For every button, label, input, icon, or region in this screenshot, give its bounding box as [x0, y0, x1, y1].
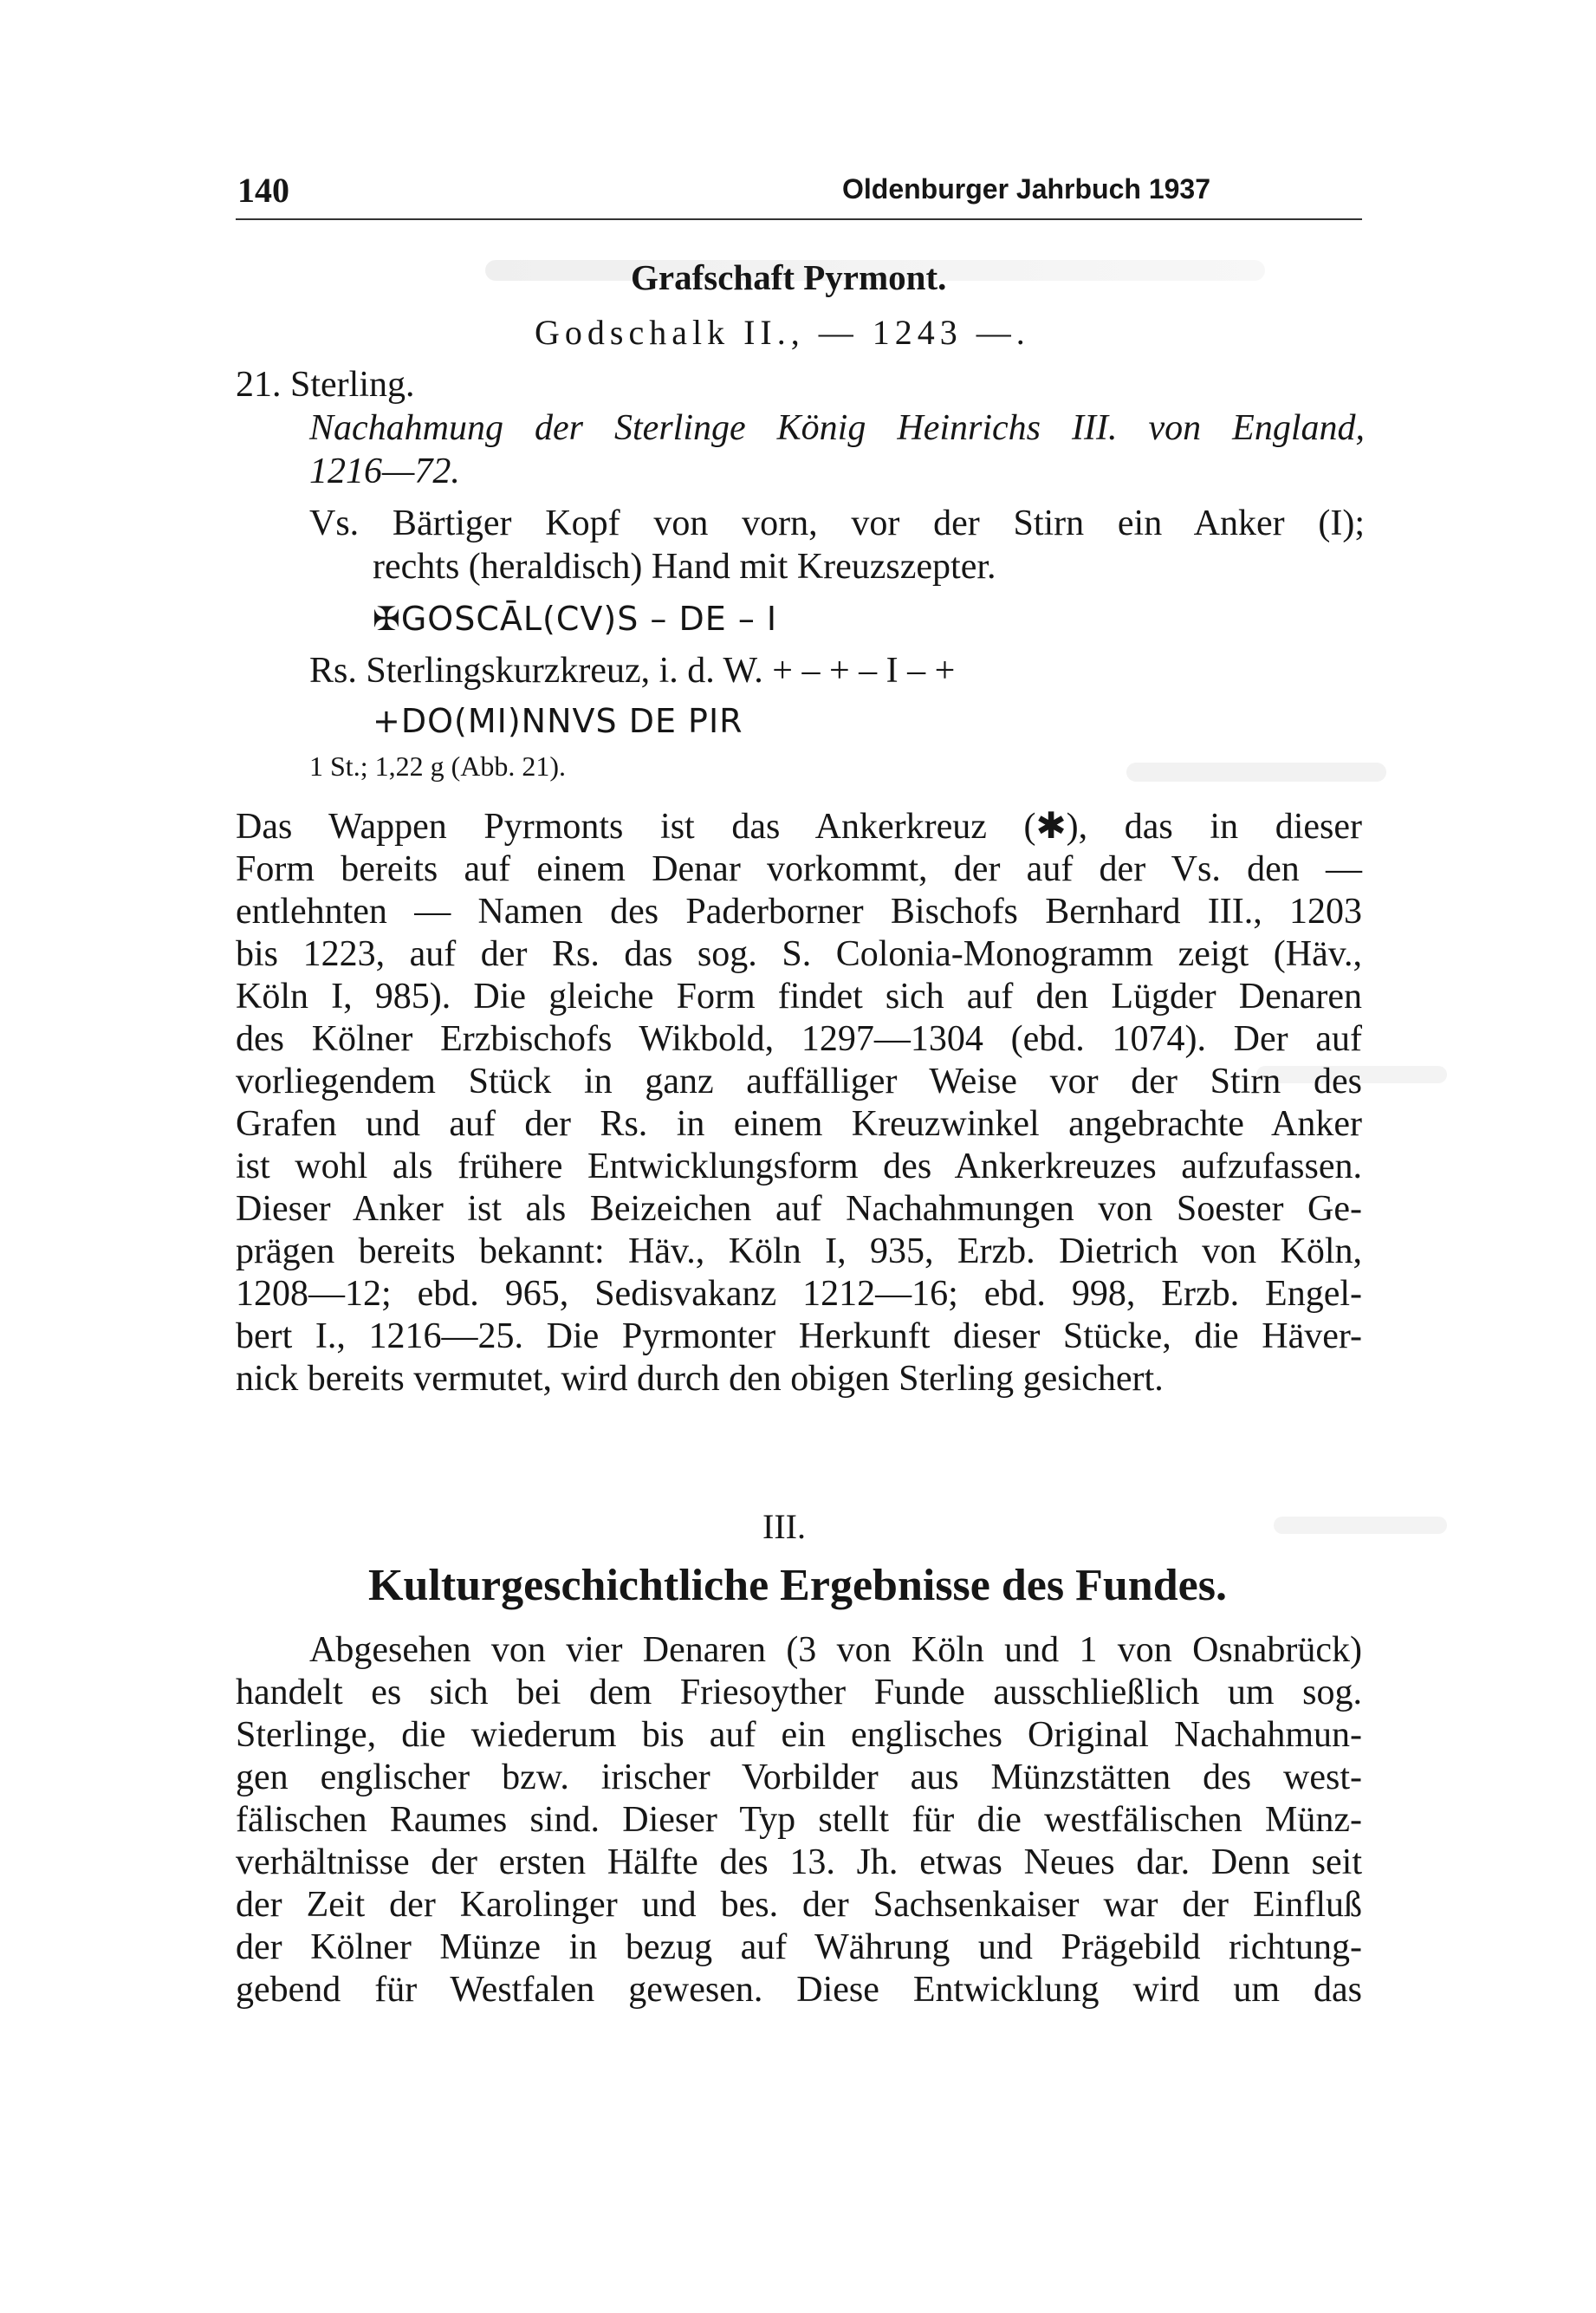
bleed-through-shadow [1274, 1517, 1447, 1534]
obverse-description: Vs. Bärtiger Kopf von vorn, vor der Stirn ein Anker (I); [309, 504, 1365, 543]
obverse-description-cont: rechts (heraldisch) Hand mit Kreuzszepter. [373, 547, 996, 587]
paragraph-line: Sterlinge, die wiederum bis auf ein englisches Original Nachahmun- [236, 1715, 1362, 1755]
paragraph-line: Dieser Anker ist als Beizeichen auf Nachahmungen von Soester Ge- [236, 1189, 1362, 1229]
paragraph-line: bert I., 1216—25. Die Pyrmonter Herkunft dieser Stücke, die Häver- [236, 1316, 1362, 1356]
paragraph-line: des Kölner Erzbischofs Wikbold, 1297—1304 (ebd. 1074). Der auf [236, 1019, 1362, 1059]
paragraph-line: nick bereits vermutet, wird durch den obigen Sterling gesichert. [236, 1359, 1164, 1399]
paragraph-line: verhältnisse der ersten Hälfte des 13. Jh. etwas Neues dar. Denn seit [236, 1842, 1362, 1882]
paragraph-line: Grafen und auf der Rs. in einem Kreuzwinkel angebrachte Anker [236, 1104, 1362, 1144]
paragraph-line: bis 1223, auf der Rs. das sog. S. Colonia-Monogramm zeigt (Häv., [236, 934, 1362, 974]
paragraph-line: Form bereits auf einem Denar vorkommt, der auf der Vs. den — [236, 849, 1362, 889]
reverse-description: Rs. Sterlingskurzkreuz, i. d. W. + – + – I – + [309, 651, 956, 691]
paragraph-line: 1208—12; ebd. 965, Sedisvakanz 1212—16; ebd. 998, Erzb. Engel- [236, 1274, 1362, 1314]
running-title: Oldenburger Jahrbuch 1937 [842, 173, 1211, 205]
paragraph-line: der Kölner Münze in bezug auf Währung und Prägebild richtung- [236, 1927, 1362, 1967]
page-number: 140 [237, 171, 289, 210]
paragraph-line: fälischen Raumes sind. Dieser Typ stellt für die westfälischen Münz- [236, 1800, 1362, 1840]
paragraph-line: Köln I, 985). Die gleiche Form findet sich auf den Lügder Denaren [236, 977, 1362, 1017]
weight-line: 1 St.; 1,22 g (Abb. 21). [309, 750, 566, 782]
part-number: III. [762, 1507, 806, 1546]
paragraph-line: gen englischer bzw. irischer Vorbilder aus Münzstätten des west- [236, 1757, 1362, 1797]
section-title: Grafschaft Pyrmont. [631, 257, 947, 297]
obverse-legend: ✠GOSCĀL(CV)S – DE – I [373, 600, 778, 638]
reverse-legend: +DO(MI)NNVS DE PIR [373, 702, 743, 740]
ruler-line: Godschalk II., — 1243 —. [535, 313, 1030, 352]
paragraph-line: ist wohl als frühere Entwicklungsform des Ankerkreuzes aufzufassen. [236, 1147, 1362, 1186]
paragraph-line: entlehnten — Namen des Paderborner Bischofs Bernhard III., 1203 [236, 892, 1362, 932]
paragraph-line: Abgesehen von vier Denaren (3 von Köln und 1 von Osnabrück) [309, 1630, 1362, 1670]
page-header [236, 166, 1362, 220]
paragraph-line: gebend für Westfalen gewesen. Diese Entwicklung wird um das [236, 1970, 1362, 2010]
paragraph-line: handelt es sich bei dem Friesoyther Funde ausschließlich um sog. [236, 1673, 1362, 1712]
bleed-through-shadow [1126, 763, 1386, 782]
paragraph-line: vorliegendem Stück in ganz auffälliger Weise vor der Stirn des [236, 1062, 1362, 1101]
paragraph-line: prägen bereits bekannt: Häv., Köln I, 935, Erzb. Dietrich von Köln, [236, 1231, 1362, 1271]
entry-note-line: 1216—72. [309, 452, 460, 491]
entry-note-line: Nachahmung der Sterlinge König Heinrichs III. von England, [309, 408, 1365, 448]
part-title: Kulturgeschichtliche Ergebnisse des Fundes. [368, 1561, 1227, 1610]
paragraph-line: der Zeit der Karolinger und bes. der Sachsenkaiser war der Einfluß [236, 1885, 1362, 1925]
entry-label: 21. Sterling. [236, 365, 415, 405]
paragraph-line: Das Wappen Pyrmonts ist das Ankerkreuz (✱), das in dieser [236, 807, 1362, 847]
